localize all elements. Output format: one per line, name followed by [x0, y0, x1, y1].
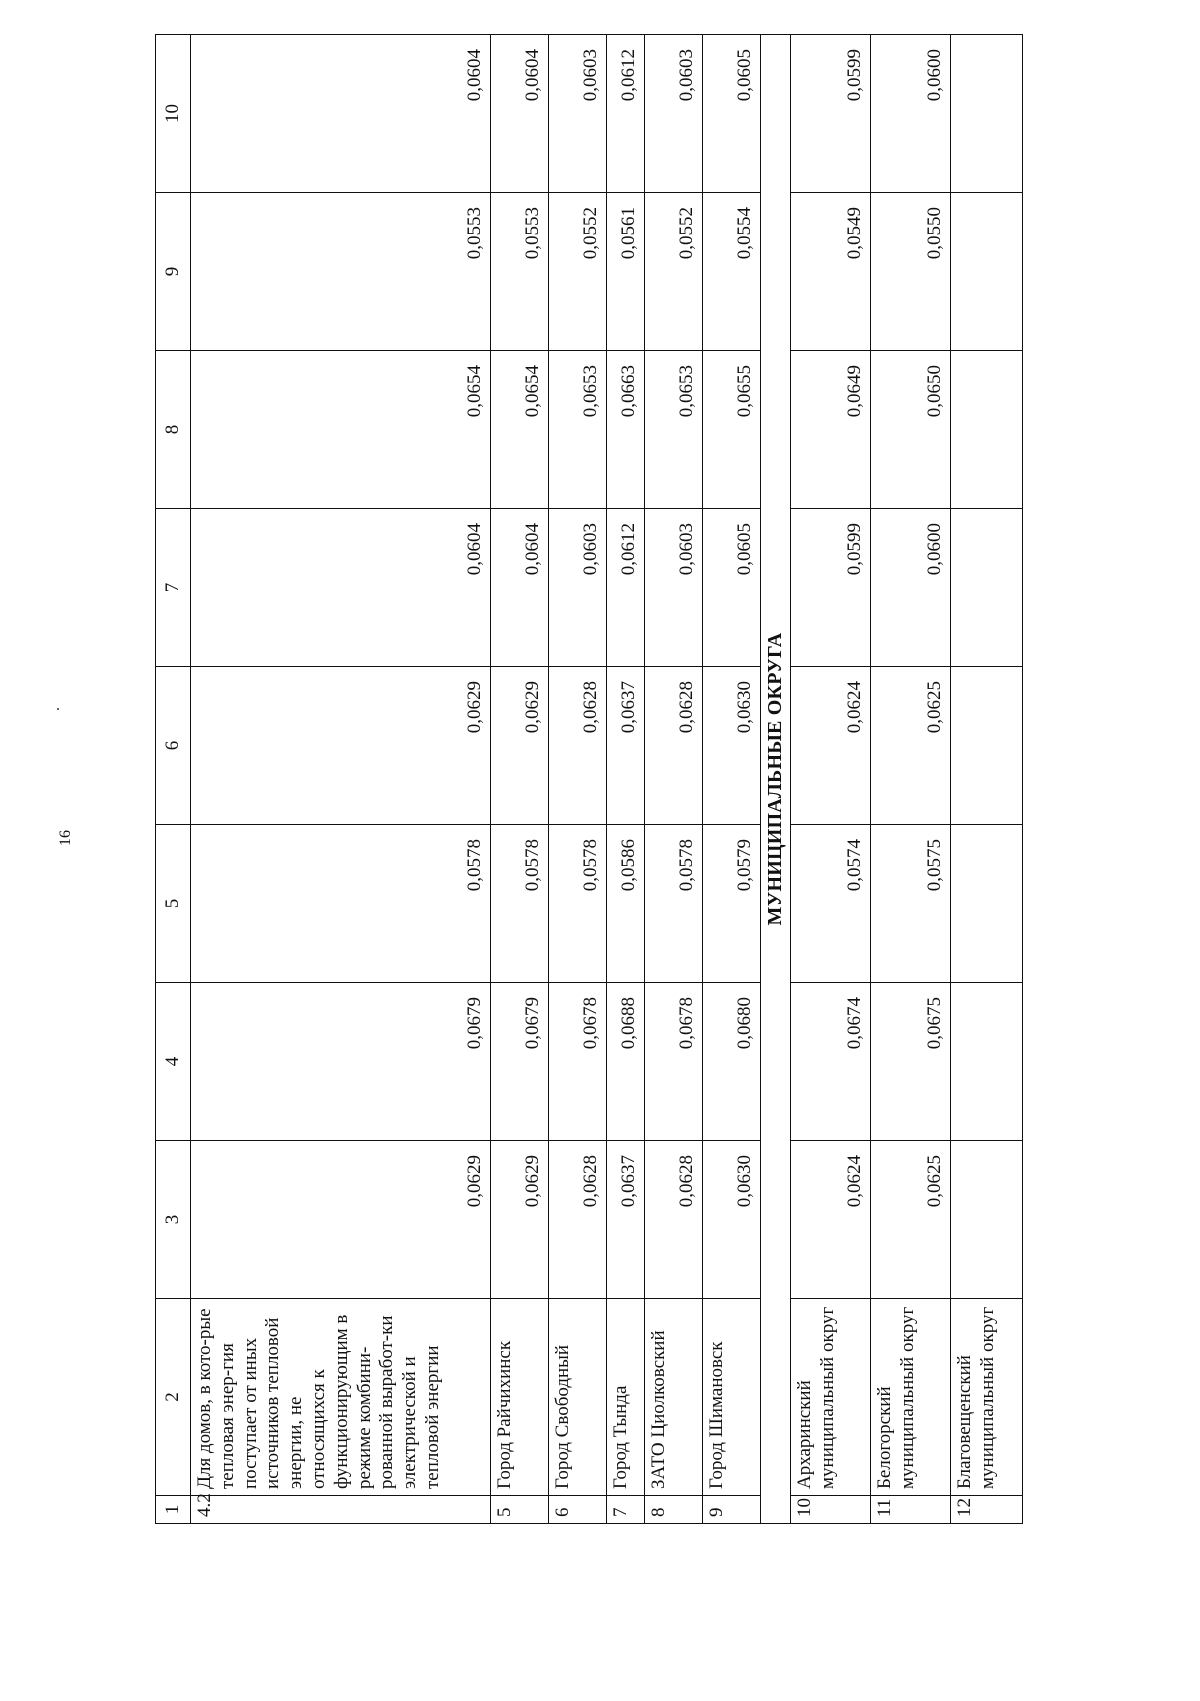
- value-cell: 0,0679: [191, 983, 491, 1141]
- value-cell: 0,0674: [791, 983, 871, 1141]
- value-cell: 0,0605: [703, 35, 761, 193]
- value-cell: 0,0604: [191, 509, 491, 667]
- value-cell: 0,0603: [645, 35, 703, 193]
- row-name: ЗАТО Циолковский: [645, 1299, 703, 1496]
- value-cell: 0,0625: [871, 1141, 951, 1299]
- table-row: [871, 35, 951, 1524]
- value-cell: 0,0578: [549, 825, 607, 983]
- value-cell: [951, 667, 1023, 825]
- header-row: [156, 35, 191, 1524]
- value-cell: 0,0624: [791, 1141, 871, 1299]
- value-cell: 0,0600: [871, 35, 951, 193]
- table-row: [645, 35, 703, 1524]
- value-cell: 0,0655: [703, 351, 761, 509]
- row-index: 12: [951, 1496, 1023, 1524]
- header-cell: 1: [156, 1496, 191, 1524]
- value-cell: [951, 983, 1023, 1141]
- value-cell: 0,0604: [191, 35, 491, 193]
- value-cell: 0,0678: [645, 983, 703, 1141]
- value-cell: 0,0624: [791, 667, 871, 825]
- value-cell: 0,0604: [491, 35, 549, 193]
- value-cell: 0,0600: [871, 509, 951, 667]
- value-cell: 0,0650: [871, 351, 951, 509]
- value-cell: 0,0653: [549, 351, 607, 509]
- tariff-table: [155, 34, 1023, 1524]
- value-cell: 0,0637: [607, 667, 645, 825]
- section-title: МУНИЦИПАЛЬНЫЕ ОКРУГА: [761, 35, 791, 1524]
- value-cell: [951, 35, 1023, 193]
- table-row: [607, 35, 645, 1524]
- value-cell: 0,0603: [549, 35, 607, 193]
- value-cell: 0,0663: [607, 351, 645, 509]
- value-cell: 0,0629: [191, 667, 491, 825]
- value-cell: 0,0680: [703, 983, 761, 1141]
- header-cell: 5: [156, 825, 191, 983]
- table-row: [549, 35, 607, 1524]
- value-cell: [951, 351, 1023, 509]
- value-cell: [951, 509, 1023, 667]
- table-container: [155, 34, 1013, 1524]
- table-row: [191, 35, 491, 1524]
- row-index: 10: [791, 1496, 871, 1524]
- value-cell: 0,0561: [607, 193, 645, 351]
- table-rotation-wrapper: [155, 34, 1013, 1524]
- row-name: Город Шимановск: [703, 1299, 761, 1496]
- value-cell: 0,0679: [491, 983, 549, 1141]
- value-cell: 0,0603: [549, 509, 607, 667]
- value-cell: [951, 825, 1023, 983]
- row-index: 11: [871, 1496, 951, 1524]
- value-cell: 0,0552: [549, 193, 607, 351]
- row-name: Белогорский муниципальный округ: [871, 1299, 951, 1496]
- value-cell: 0,0612: [607, 35, 645, 193]
- value-cell: 0,0575: [871, 825, 951, 983]
- value-cell: 0,0649: [791, 351, 871, 509]
- value-cell: 0,0554: [703, 193, 761, 351]
- row-name: Для домов, в кото-рые тепловая энер-гия поступает от иных источников тепловой энергии, не относящихся к функционирующим в режиме комбини-рованной выработ-ки электрической и тепловой энергии: [191, 1299, 491, 1496]
- value-cell: 0,0599: [791, 35, 871, 193]
- row-index: 7: [607, 1496, 645, 1524]
- row-index: 5: [491, 1496, 549, 1524]
- value-cell: 0,0574: [791, 825, 871, 983]
- row-name: Город Райчихинск: [491, 1299, 549, 1496]
- value-cell: 0,0629: [191, 1141, 491, 1299]
- header-cell: 7: [156, 509, 191, 667]
- value-cell: 0,0599: [791, 509, 871, 667]
- row-name: Город Свободный: [549, 1299, 607, 1496]
- value-cell: 0,0579: [703, 825, 761, 983]
- value-cell: 0,0578: [191, 825, 491, 983]
- header-cell: 4: [156, 983, 191, 1141]
- value-cell: 0,0549: [791, 193, 871, 351]
- row-index: 8: [645, 1496, 703, 1524]
- value-cell: 0,0552: [645, 193, 703, 351]
- value-cell: 0,0629: [491, 667, 549, 825]
- value-cell: 0,0628: [549, 667, 607, 825]
- value-cell: 0,0675: [871, 983, 951, 1141]
- value-cell: 0,0629: [491, 1141, 549, 1299]
- value-cell: 0,0630: [703, 667, 761, 825]
- header-cell: 3: [156, 1141, 191, 1299]
- header-cell: 9: [156, 193, 191, 351]
- value-cell: 0,0637: [607, 1141, 645, 1299]
- value-cell: 0,0628: [645, 667, 703, 825]
- header-cell: 8: [156, 351, 191, 509]
- value-cell: 0,0603: [645, 509, 703, 667]
- header-cell: 6: [156, 667, 191, 825]
- value-cell: 0,0688: [607, 983, 645, 1141]
- value-cell: 0,0605: [703, 509, 761, 667]
- table-row: [491, 35, 549, 1524]
- value-cell: 0,0630: [703, 1141, 761, 1299]
- value-cell: 0,0654: [191, 351, 491, 509]
- table-row: [703, 35, 761, 1524]
- page-number: 16: [57, 830, 74, 846]
- scan-dot: [57, 708, 59, 710]
- value-cell: 0,0612: [607, 509, 645, 667]
- value-cell: 0,0628: [645, 1141, 703, 1299]
- value-cell: 0,0550: [871, 193, 951, 351]
- header-cell: 10: [156, 35, 191, 193]
- value-cell: 0,0625: [871, 667, 951, 825]
- row-index: 6: [549, 1496, 607, 1524]
- header-cell: 2: [156, 1299, 191, 1496]
- value-cell: 0,0553: [191, 193, 491, 351]
- value-cell: 0,0553: [491, 193, 549, 351]
- value-cell: 0,0578: [491, 825, 549, 983]
- value-cell: [951, 1141, 1023, 1299]
- value-cell: 0,0678: [549, 983, 607, 1141]
- value-cell: 0,0654: [491, 351, 549, 509]
- value-cell: 0,0604: [491, 509, 549, 667]
- table-row: [951, 35, 1023, 1524]
- section-row: [761, 35, 791, 1524]
- value-cell: [951, 193, 1023, 351]
- value-cell: 0,0586: [607, 825, 645, 983]
- row-name: Благовещенский муниципальный округ: [951, 1299, 1023, 1496]
- row-index: 9: [703, 1496, 761, 1524]
- row-name: Город Тында: [607, 1299, 645, 1496]
- row-name: Архаринский муниципальный округ: [791, 1299, 871, 1496]
- table-row: [791, 35, 871, 1524]
- value-cell: 0,0628: [549, 1141, 607, 1299]
- value-cell: 0,0578: [645, 825, 703, 983]
- value-cell: 0,0653: [645, 351, 703, 509]
- row-index: 4.2: [191, 1496, 491, 1524]
